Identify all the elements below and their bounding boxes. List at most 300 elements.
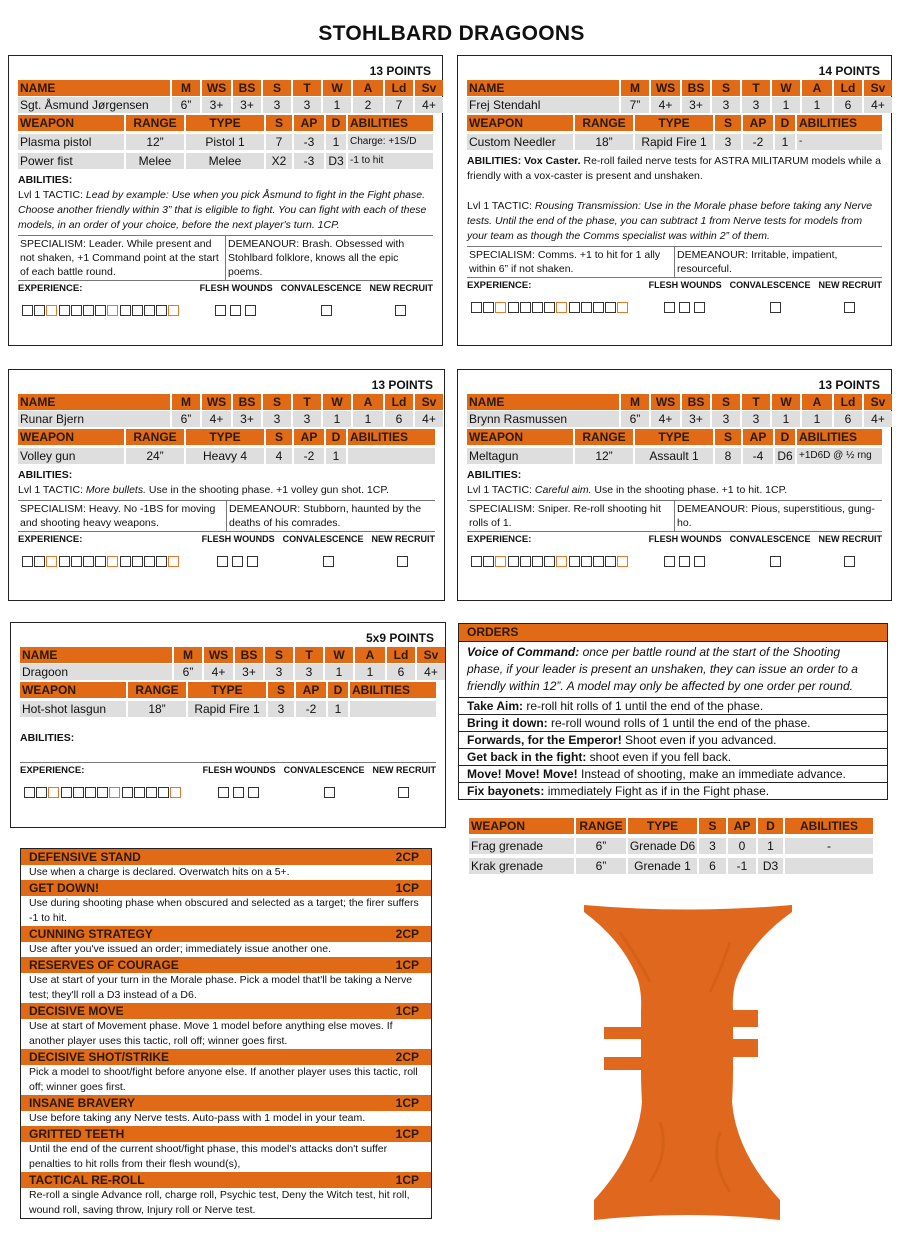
order-item: Forwards, for the Emperor! Shoot even if you advanced. <box>459 731 887 748</box>
stat-header: S <box>712 394 740 410</box>
checkbox-row <box>18 305 433 325</box>
tactic-description: Pick a model to shoot/fight before anyone else. If another player uses this tactic, roll off; winner goes first. <box>29 1066 418 1093</box>
weapon-value: -3 <box>294 153 324 169</box>
weapon-header: RANGE <box>575 429 633 445</box>
weapon-name: Plasma pistol <box>18 134 124 150</box>
flesh-wounds-label: FLESH WOUNDS <box>648 280 722 290</box>
experience-checkbox[interactable] <box>569 302 580 313</box>
stat-header: T <box>293 394 321 410</box>
stat-header: S <box>263 80 291 96</box>
experience-checkbox[interactable] <box>83 305 94 316</box>
experience-checkbox[interactable] <box>85 787 96 798</box>
tactics-table <box>20 848 432 1219</box>
experience-checkbox[interactable] <box>544 556 555 567</box>
weapon-header: WEAPON <box>18 429 124 445</box>
abilities-block <box>18 468 435 498</box>
stat-header: Ld <box>385 80 413 96</box>
fighter-card-5 <box>10 622 446 828</box>
weapon-header: TYPE <box>186 115 264 131</box>
experience-checkbox[interactable] <box>120 305 131 316</box>
stat-header: BS <box>682 80 710 96</box>
stat-value: 4+ <box>864 97 892 113</box>
grenade-value: Grenade 1 <box>628 858 697 874</box>
weapon-header: WEAPON <box>18 115 124 131</box>
flesh-wounds-label: FLESH WOUNDS <box>202 765 276 775</box>
order-item: Bring it down: re-roll wound rolls of 1 until the end of the phase. <box>459 714 887 731</box>
experience-checkbox[interactable] <box>46 556 57 567</box>
experience-checkbox[interactable] <box>122 787 133 798</box>
experience-checkbox[interactable] <box>156 556 167 567</box>
experience-checkbox[interactable] <box>605 302 616 313</box>
weapon-value <box>350 701 436 717</box>
abilities-label: ABILITIES: <box>18 469 73 481</box>
specialism-demeanour <box>18 235 433 281</box>
stat-header: W <box>323 80 351 96</box>
weapon-value: 1 <box>328 701 348 717</box>
weapon-value: 4 <box>266 448 292 464</box>
experience-checkbox[interactable] <box>593 556 604 567</box>
experience-checkbox[interactable] <box>556 556 567 567</box>
points-label: 13 POINTS <box>818 378 880 392</box>
experience-checkbox[interactable] <box>532 302 543 313</box>
stat-value: 4+ <box>415 97 443 113</box>
stat-value: 4+ <box>864 411 892 427</box>
weapon-header: AP <box>743 429 773 445</box>
grenade-value: Grenade D6 <box>629 839 696 853</box>
experience-checkbox[interactable] <box>83 556 94 567</box>
experience-checkbox[interactable] <box>617 556 628 567</box>
stat-header: M <box>174 647 202 663</box>
experience-checkbox[interactable] <box>120 556 131 567</box>
tactic-header <box>21 1049 431 1065</box>
experience-checkbox[interactable] <box>61 787 72 798</box>
experience-checkbox[interactable] <box>617 302 628 313</box>
fighter-name: Frej Stendahl <box>467 97 619 113</box>
experience-checkbox[interactable] <box>168 305 179 316</box>
flesh-wound-checkbox[interactable] <box>664 302 675 313</box>
tactic-header <box>21 1003 431 1019</box>
weapon-value: -2 <box>743 134 773 150</box>
weapon-header: RANGE <box>126 115 184 131</box>
experience-checkbox[interactable] <box>483 556 494 567</box>
stat-header: Ld <box>834 394 862 410</box>
stat-header: T <box>742 394 770 410</box>
fighter-name: Dragoon <box>20 664 172 680</box>
experience-row <box>20 765 436 781</box>
weapon-header: TYPE <box>188 682 266 698</box>
stat-header: M <box>172 80 200 96</box>
stat-header: BS <box>233 80 261 96</box>
experience-checkbox[interactable] <box>107 305 118 316</box>
tactic-name: RESERVES OF COURAGE <box>29 958 179 972</box>
convalescence-checkbox[interactable] <box>770 302 781 313</box>
flesh-wound-checkbox[interactable] <box>218 787 229 798</box>
experience-checkbox[interactable] <box>97 787 108 798</box>
stat-header: A <box>802 80 832 96</box>
experience-checkbox[interactable] <box>95 305 106 316</box>
weapon-header: AP <box>294 115 324 131</box>
experience-checkbox[interactable] <box>156 305 167 316</box>
weapon-header: TYPE <box>186 429 264 445</box>
weapon-value: Charge: +1S/D <box>348 134 433 150</box>
experience-label: EXPERIENCE: <box>18 283 83 294</box>
stat-value: 6” <box>172 411 200 427</box>
weapon-header: RANGE <box>575 115 633 131</box>
demeanour: DEMEANOUR: Irritable, impatient, resourceful. <box>677 249 838 275</box>
experience-checkbox[interactable] <box>520 302 531 313</box>
experience-checkbox[interactable] <box>544 302 555 313</box>
convalescence-checkbox[interactable] <box>321 305 332 316</box>
stat-value: 3+ <box>682 411 710 427</box>
stat-value: 3+ <box>233 97 261 113</box>
flesh-wound-checkbox[interactable] <box>248 787 259 798</box>
weapon-header: TYPE <box>628 818 697 834</box>
experience-checkbox[interactable] <box>109 787 120 798</box>
demeanour: DEMEANOUR: Stubborn, haunted by the deaths of his comrades. <box>229 503 422 529</box>
stat-header: W <box>772 394 800 410</box>
checkbox-row <box>20 787 436 807</box>
grenade-row <box>469 858 873 874</box>
stat-header: BS <box>235 647 263 663</box>
experience-checkbox[interactable] <box>34 305 45 316</box>
tactic-name: DEFENSIVE STAND <box>29 850 141 864</box>
experience-checkbox[interactable] <box>46 305 57 316</box>
weapon-value: 8 <box>715 448 741 464</box>
experience-checkbox[interactable] <box>495 302 506 313</box>
experience-checkbox[interactable] <box>144 305 155 316</box>
weapon-header: ABILITIES <box>797 429 882 445</box>
stat-value: 3+ <box>202 97 231 113</box>
weapon-value: 1 <box>326 134 346 150</box>
experience-checkbox[interactable] <box>581 556 592 567</box>
experience-checkbox[interactable] <box>132 556 143 567</box>
tactic-header <box>21 849 431 865</box>
weapon-value: X2 <box>266 153 292 169</box>
stat-value: 1 <box>355 664 385 680</box>
abilities-label: ABILITIES: <box>18 174 73 186</box>
weapon-value: Heavy 4 <box>186 448 264 464</box>
stat-header: Sv <box>864 80 892 96</box>
experience-checkbox[interactable] <box>144 556 155 567</box>
stat-header: S <box>263 394 291 410</box>
abilities-block <box>467 154 882 244</box>
tactic-cost: 1CP <box>395 1127 419 1141</box>
grenade-name: Krak grenade <box>469 858 574 874</box>
stat-header: W <box>325 647 353 663</box>
weapon-name: Volley gun <box>18 448 124 464</box>
specialism: SPECIALISM: Heavy. No -1BS for moving and shooting heavy weapons. <box>18 501 227 531</box>
abilities-label: ABILITIES: <box>467 469 522 481</box>
tactic-cost: 2CP <box>395 850 419 864</box>
weapon-header: WEAPON <box>469 818 574 834</box>
points-label: 14 POINTS <box>818 64 880 78</box>
weapon-value: +1D6D @ ½ rng <box>797 448 882 464</box>
weapon-value: -3 <box>294 134 324 150</box>
stat-row <box>20 664 436 680</box>
experience-checkbox[interactable] <box>170 787 181 798</box>
convalescence-checkbox[interactable] <box>323 556 334 567</box>
stat-value: 1 <box>323 97 351 113</box>
experience-checkbox[interactable] <box>34 556 45 567</box>
weapon-value: -2 <box>296 701 326 717</box>
stat-header: W <box>323 394 351 410</box>
tactic-description: Use when a charge is declared. Overwatch hits on a 5+. <box>29 866 290 878</box>
flesh-wound-checkbox[interactable] <box>679 556 690 567</box>
flesh-wound-checkbox[interactable] <box>694 556 705 567</box>
stat-header: T <box>293 80 321 96</box>
experience-checkbox[interactable] <box>24 787 35 798</box>
weapon-header: RANGE <box>126 429 184 445</box>
specialism-demeanour <box>18 500 435 532</box>
fighter-name: Runar Bjern <box>18 411 170 427</box>
checkbox-row <box>18 556 435 576</box>
stat-value: 6 <box>834 411 862 427</box>
checkbox-row <box>467 302 882 322</box>
weapon-value: Assault 1 <box>635 448 713 464</box>
weapon-header: WEAPON <box>467 429 573 445</box>
tactic-name: GRITTED TEETH <box>29 1127 125 1141</box>
stat-value: 6 <box>385 411 413 427</box>
stat-value: 3 <box>742 411 770 427</box>
stat-value: 6” <box>172 97 200 113</box>
experience-checkbox[interactable] <box>495 556 506 567</box>
convalescence-checkbox[interactable] <box>324 787 335 798</box>
tactic-description: Until the end of the current shoot/fight phase, this model's attacks don't suffer penalties to hit rolls from their flesh wound(s), <box>29 1143 388 1170</box>
experience-checkbox[interactable] <box>520 556 531 567</box>
stat-header: A <box>353 394 383 410</box>
weapon-value: Melee <box>186 153 264 169</box>
experience-checkbox[interactable] <box>73 787 84 798</box>
new-recruit-label: NEW RECRUIT <box>369 283 433 293</box>
stat-value: 4+ <box>204 664 233 680</box>
flesh-wound-checkbox[interactable] <box>247 556 258 567</box>
new-recruit-checkbox[interactable] <box>395 305 406 316</box>
stat-value: 1 <box>325 664 353 680</box>
new-recruit-checkbox[interactable] <box>397 556 408 567</box>
stat-header: A <box>802 394 832 410</box>
fighter-card-2 <box>457 55 892 346</box>
weapon-header: RANGE <box>128 682 186 698</box>
flesh-wound-checkbox[interactable] <box>245 305 256 316</box>
points-label: 13 POINTS <box>369 64 431 78</box>
ability-line: Lvl 1 TACTIC: Lead by example: Use when you pick Åsmund to fight in the Fight phase. Choose another friendly within 3” that is eligible to fight. You can fight with each of these models, in an order of your choice, before the next player's turn. 1CP. <box>18 189 427 231</box>
stat-value: 6” <box>174 664 202 680</box>
grenade-value: - <box>785 838 873 854</box>
grenade-value: 6 <box>699 858 726 874</box>
flesh-wound-checkbox[interactable] <box>230 305 241 316</box>
stat-value: 2 <box>353 97 383 113</box>
tactic-header <box>21 926 431 942</box>
stat-value: 3+ <box>235 664 263 680</box>
stat-row <box>467 411 885 427</box>
experience-checkbox[interactable] <box>556 302 567 313</box>
stat-header: W <box>772 80 800 96</box>
experience-checkbox[interactable] <box>471 302 482 313</box>
flesh-wound-checkbox[interactable] <box>217 556 228 567</box>
experience-checkbox[interactable] <box>71 556 82 567</box>
stat-header: A <box>355 647 385 663</box>
orders-title: ORDERS <box>459 624 887 641</box>
weapon-row <box>18 153 433 169</box>
weapon-header: WEAPON <box>20 682 126 698</box>
weapon-name: Custom Needler <box>467 134 573 150</box>
weapon-header: S <box>699 818 726 834</box>
tactic-cost: 1CP <box>395 1096 419 1110</box>
stat-value: 4+ <box>417 664 445 680</box>
experience-checkbox[interactable] <box>471 556 482 567</box>
weapon-header: ABILITIES <box>348 429 435 445</box>
weapon-value: 3 <box>268 701 294 717</box>
experience-checkbox[interactable] <box>508 556 519 567</box>
experience-checkbox[interactable] <box>569 556 580 567</box>
experience-checkbox[interactable] <box>107 556 118 567</box>
stat-value: 1 <box>353 411 383 427</box>
stat-value: 4+ <box>651 97 680 113</box>
experience-label: EXPERIENCE: <box>18 534 83 545</box>
abilities-label: ABILITIES: <box>20 732 75 744</box>
weapon-name: Power fist <box>18 153 124 169</box>
stat-header: WS <box>651 394 680 410</box>
tactic-header <box>21 1172 431 1188</box>
weapon-row <box>20 701 436 717</box>
experience-row <box>467 280 882 296</box>
weapon-header: ABILITIES <box>785 818 873 834</box>
specialism-demeanour <box>467 500 882 532</box>
tactic-name: CUNNING STRATEGY <box>29 927 153 941</box>
stat-value: 3 <box>265 664 293 680</box>
flesh-wounds-label: FLESH WOUNDS <box>648 534 722 544</box>
stat-value: 3 <box>263 97 291 113</box>
ability-line: Lvl 1 TACTIC: Rousing Transmission: Use in the Morale phase before taking any Nerve tests. Until the end of the phase, you can subtract 1 from Nerve tests for models from your team as though the Comms specialist was within 2” of them. <box>467 200 873 242</box>
weapon-header: D <box>775 429 795 445</box>
stat-value: 7” <box>621 97 649 113</box>
stat-header: M <box>621 80 649 96</box>
order-item: Take Aim: re-roll hit rolls of 1 until the end of the phase. <box>459 697 887 714</box>
grenade-name: Frag grenade <box>469 838 574 854</box>
stat-header: NAME <box>467 394 619 410</box>
weapon-header: S <box>266 115 292 131</box>
abilities-label: ABILITIES: Vox Caster. <box>467 155 581 167</box>
experience-checkbox[interactable] <box>605 556 616 567</box>
experience-checkbox[interactable] <box>22 305 33 316</box>
weapon-value: 3 <box>715 134 741 150</box>
weapon-header: D <box>326 429 346 445</box>
weapon-header: AP <box>294 429 324 445</box>
grenade-value <box>785 858 873 874</box>
points-label: 5x9 POINTS <box>365 631 434 645</box>
experience-checkbox[interactable] <box>132 305 143 316</box>
experience-checkbox[interactable] <box>532 556 543 567</box>
experience-checkbox[interactable] <box>593 302 604 313</box>
tactic-description: Use before taking any Nerve tests. Auto-pass with 1 model in your team. <box>29 1112 366 1124</box>
flesh-wound-checkbox[interactable] <box>679 302 690 313</box>
experience-checkbox[interactable] <box>158 787 169 798</box>
weapon-value: D3 <box>326 153 346 169</box>
weapon-value: 18” <box>128 701 186 717</box>
grenade-row <box>469 838 873 854</box>
order-item: Get back in the fight: shoot even if you fell back. <box>459 748 887 765</box>
stat-header: Sv <box>415 394 443 410</box>
tactic-name: GET DOWN! <box>29 881 99 895</box>
tactic-description: Use at start of your turn in the Morale phase. Pick a model that'll be taking a Nerve test; they'll roll a D3 instead of a D6. <box>29 974 413 1001</box>
weapon-header: D <box>758 818 783 834</box>
experience-checkbox[interactable] <box>22 556 33 567</box>
abilities-block <box>18 173 433 233</box>
tactic-name: TACTICAL RE-ROLL <box>29 1173 145 1187</box>
stat-header: M <box>621 394 649 410</box>
weapon-row <box>467 134 882 150</box>
experience-checkbox[interactable] <box>48 787 59 798</box>
new-recruit-label: NEW RECRUIT <box>371 534 435 544</box>
flesh-wound-checkbox[interactable] <box>215 305 226 316</box>
experience-checkbox[interactable] <box>59 305 70 316</box>
convalescence-label: CONVALESCENCE <box>283 765 365 775</box>
weapon-name: Meltagun <box>467 448 573 464</box>
experience-checkbox[interactable] <box>59 556 70 567</box>
experience-checkbox[interactable] <box>95 556 106 567</box>
stat-value: 3 <box>742 97 770 113</box>
stat-header: S <box>265 647 293 663</box>
new-recruit-checkbox[interactable] <box>844 302 855 313</box>
grenade-value: 6” <box>576 858 626 874</box>
flesh-wound-checkbox[interactable] <box>664 556 675 567</box>
tactic-header <box>21 880 431 896</box>
experience-checkbox[interactable] <box>36 787 47 798</box>
weapon-value: 24” <box>126 448 184 464</box>
convalescence-checkbox[interactable] <box>770 556 781 567</box>
weapon-row <box>467 448 882 464</box>
flesh-wound-checkbox[interactable] <box>232 556 243 567</box>
stat-value: 3+ <box>233 411 261 427</box>
experience-checkbox[interactable] <box>508 302 519 313</box>
experience-checkbox[interactable] <box>168 556 179 567</box>
grenade-value: D3 <box>758 858 783 874</box>
stat-row <box>18 411 435 427</box>
experience-row <box>467 534 882 550</box>
experience-checkbox[interactable] <box>581 302 592 313</box>
tactic-cost: 2CP <box>395 1050 419 1064</box>
tactic-header <box>21 1095 431 1111</box>
stat-header: NAME <box>467 80 619 96</box>
fighter-name: Sgt. Åsmund Jørgensen <box>18 97 170 113</box>
stat-header: NAME <box>18 394 170 410</box>
experience-checkbox[interactable] <box>134 787 145 798</box>
stat-header: WS <box>651 80 680 96</box>
experience-checkbox[interactable] <box>146 787 157 798</box>
orders-intro: Voice of Command: once per battle round at the start of the Shooting phase, if your leader is present an unshaken, they can issue an order to a friendly within 12”. A model may only be affected by one order per round. <box>459 641 887 697</box>
weapon-value: -1 to hit <box>348 153 433 169</box>
grenade-value: 0 <box>728 838 756 854</box>
weapon-header: ABILITIES <box>348 115 433 131</box>
demeanour: DEMEANOUR: Pious, superstitious, gung-ho. <box>677 503 875 529</box>
ability-line: Re-roll failed nerve tests for ASTRA MILITARUM models while a friendly with a vox-caster is present and unshaken. <box>467 155 881 182</box>
weapon-value: 18” <box>575 134 633 150</box>
weapon-value: -4 <box>743 448 773 464</box>
experience-checkbox[interactable] <box>71 305 82 316</box>
specialism: SPECIALISM: Sniper. Re-roll shooting hit rolls of 1. <box>467 501 675 531</box>
specialism-demeanour <box>467 246 882 278</box>
experience-checkbox[interactable] <box>483 302 494 313</box>
tactic-header <box>21 957 431 973</box>
grenade-value: -1 <box>728 858 756 874</box>
flesh-wound-checkbox[interactable] <box>694 302 705 313</box>
flesh-wound-checkbox[interactable] <box>233 787 244 798</box>
orders-table <box>458 623 888 800</box>
experience-label: EXPERIENCE: <box>467 280 532 291</box>
new-recruit-checkbox[interactable] <box>844 556 855 567</box>
new-recruit-checkbox[interactable] <box>398 787 409 798</box>
experience-label: EXPERIENCE: <box>20 765 85 776</box>
